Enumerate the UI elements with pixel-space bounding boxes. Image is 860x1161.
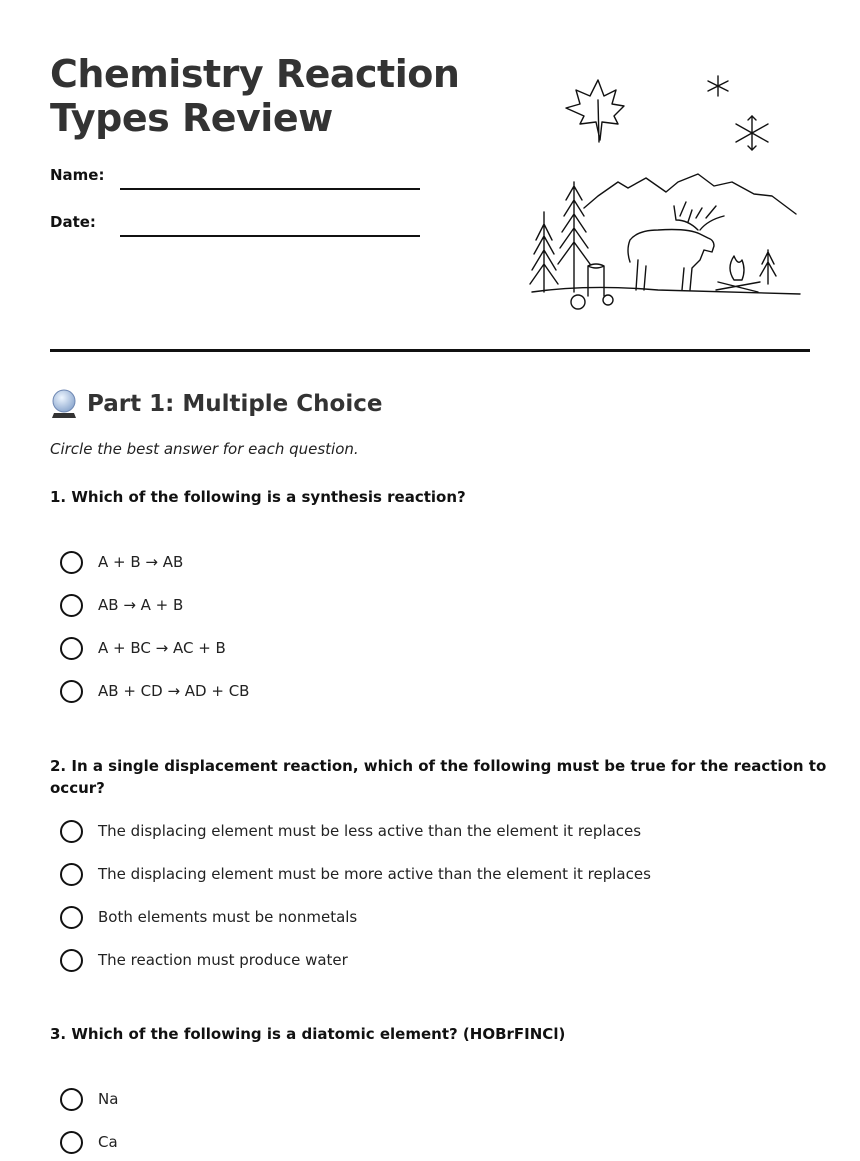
answer-circle[interactable] — [60, 863, 83, 886]
answer-option[interactable] — [50, 906, 830, 949]
answer-circle[interactable] — [60, 594, 83, 617]
answer-option[interactable] — [50, 863, 830, 906]
date-label: Date: — [50, 213, 96, 231]
answer-option[interactable] — [50, 594, 830, 637]
part1-heading-text: Part 1: Multiple Choice — [87, 391, 383, 417]
answer-circle[interactable] — [60, 680, 83, 703]
option-text: The displacing element must be less active than the element it replaces — [98, 822, 642, 840]
answer-option[interactable] — [50, 1131, 830, 1161]
option-text: A + BC → AC + B — [98, 639, 226, 657]
option-text: The displacing element must be more active than the element it replaces — [98, 865, 651, 883]
option-text: Na — [98, 1090, 119, 1108]
answer-option[interactable] — [50, 637, 830, 680]
question-text: 1. Which of the following is a synthesis reaction? — [50, 488, 466, 506]
answer-circle[interactable] — [60, 949, 83, 972]
pine-trees-icon — [530, 182, 776, 292]
answer-option[interactable] — [50, 949, 830, 992]
tree-stump-icon — [571, 264, 613, 309]
option-text: A + B → AB — [98, 553, 184, 571]
date-blank-line[interactable] — [120, 235, 420, 237]
question-1 — [50, 486, 830, 723]
date-field[interactable] — [50, 213, 430, 237]
mountains-icon — [584, 174, 796, 214]
answer-circle[interactable] — [60, 1088, 83, 1111]
answer-option[interactable] — [50, 820, 830, 863]
name-field[interactable] — [50, 166, 430, 190]
option-text: Ca — [98, 1133, 118, 1151]
answer-circle[interactable] — [60, 551, 83, 574]
ground-line — [532, 287, 800, 294]
instructions: Circle the best answer for each question. — [50, 440, 359, 458]
option-text: AB → A + B — [98, 596, 184, 614]
moose-landscape-illustration — [528, 70, 804, 318]
answer-circle[interactable] — [60, 637, 83, 660]
maple-leaf-icon — [566, 80, 624, 142]
name-label: Name: — [50, 166, 105, 184]
answer-option[interactable] — [50, 551, 830, 594]
campfire-icon — [716, 256, 760, 292]
option-text: The reaction must produce water — [98, 951, 348, 969]
worksheet-title: Chemistry Reaction Types Review — [50, 52, 460, 140]
snowflake-icon — [708, 76, 768, 150]
answer-circle[interactable] — [60, 906, 83, 929]
answer-circle[interactable] — [60, 820, 83, 843]
option-text: AB + CD → AD + CB — [98, 682, 250, 700]
name-blank-line[interactable] — [120, 188, 420, 190]
answer-circle[interactable] — [60, 1131, 83, 1154]
question-text: 3. Which of the following is a diatomic element? (HOBrFINCl) — [50, 1025, 566, 1043]
answer-option[interactable] — [50, 1088, 830, 1131]
option-text: Both elements must be nonmetals — [98, 908, 358, 926]
question-3 — [50, 1023, 830, 1161]
question-text: 2. In a single displacement reaction, which of the following must be true for the reaction to occur? — [50, 757, 827, 797]
moose-icon — [628, 202, 724, 290]
crystal-ball-icon — [50, 389, 78, 419]
part1-heading — [50, 388, 382, 420]
question-2 — [50, 755, 830, 992]
answer-option[interactable] — [50, 680, 830, 723]
section-divider — [50, 349, 810, 352]
